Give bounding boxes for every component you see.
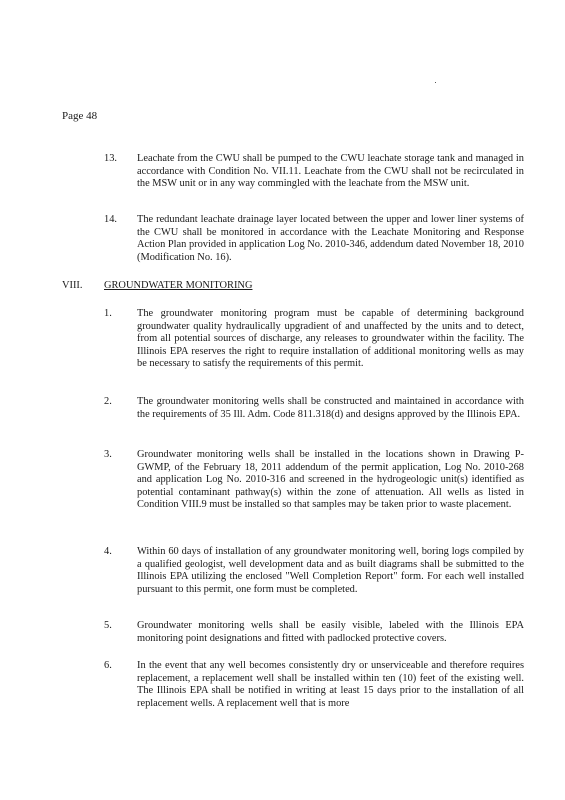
list-item — [104, 396, 524, 421]
item-number: 1. — [104, 308, 112, 319]
item-text: Within 60 days of installation of any groundwater monitoring well, boring logs compiled by a qualified geologist, well development data and as built diagrams shall be submitted to the Illinois EPA utilizing the enclosed "Well Completion Report" form. For each well installed pursuant to this permit, one form must be completed. — [137, 546, 524, 595]
item-number: 2. — [104, 396, 112, 407]
item-text: Groundwater monitoring wells shall be installed in the locations shown in Drawing P-GWMP, of the February 18, 2011 addendum of the permit application, Log No. 2010-268 and application Log No. 2010-316 and screened in the hydrogeologic unit(s) identified as potential contaminant pathway(s) within the zone of attenuation. All wells as listed in Condition VIII.9 must be installed so that samples may be taken prior to waste placement. — [137, 449, 524, 511]
item-text: Leachate from the CWU shall be pumped to the CWU leachate storage tank and managed in accordance with Condition No. VII.11. Leachate from the CWU shall not be recirculated in the MSW unit or in any way commingled with the leachate from the MSW unit. — [137, 153, 524, 190]
scan-speck — [435, 82, 436, 83]
item-number: 6. — [104, 660, 112, 671]
item-text: The groundwater monitoring wells shall be constructed and maintained in accordance with the requirements of 35 Ill. Adm. Code 811.318(d) and designs approved by the Illinois EPA. — [137, 396, 524, 420]
item-number: 13. — [104, 153, 117, 164]
item-text: The groundwater monitoring program must be capable of determining background groundwater quality hydraulically upgradient of and unaffected by the units and to detect, from all potential sources of discharge, any releases to groundwater within the facility. The Illinois EPA reserves the right to require installation of additional monitoring wells as may be necessary to satisfy the requirements of this permit. — [137, 308, 524, 370]
page-number: Page 48 — [62, 110, 98, 122]
list-item — [104, 620, 524, 645]
item-text: In the event that any well becomes consistently dry or unserviceable and therefore requires replacement, a replacement well shall be installed within ten (10) feet of the existing well. The Illinois EPA shall be notified in writing at least 15 days prior to the installation of all replacement wells. A replacement well that is more — [137, 660, 524, 709]
item-number: 3. — [104, 449, 112, 460]
item-text: The redundant leachate drainage layer located between the upper and lower liner systems of the CWU shall be monitored in accordance with the Leachate Monitoring and Response Action Plan provided in application Log No. 2010-346, addendum dated November 18, 2010 (Modification No. 16). — [137, 214, 524, 263]
section-title: GROUNDWATER MONITORING — [104, 280, 253, 291]
item-text: Groundwater monitoring wells shall be easily visible, labeled with the Illinois EPA monitoring point designations and fitted with padlocked protective covers. — [137, 620, 524, 644]
list-item — [104, 660, 524, 710]
item-number: 14. — [104, 214, 117, 225]
list-item — [104, 546, 524, 596]
item-number: 5. — [104, 620, 112, 631]
list-item — [104, 214, 524, 264]
list-item — [104, 308, 524, 371]
list-item — [104, 449, 524, 512]
item-number: 4. — [104, 546, 112, 557]
list-item — [104, 153, 524, 191]
section-number: VIII. — [62, 280, 83, 291]
